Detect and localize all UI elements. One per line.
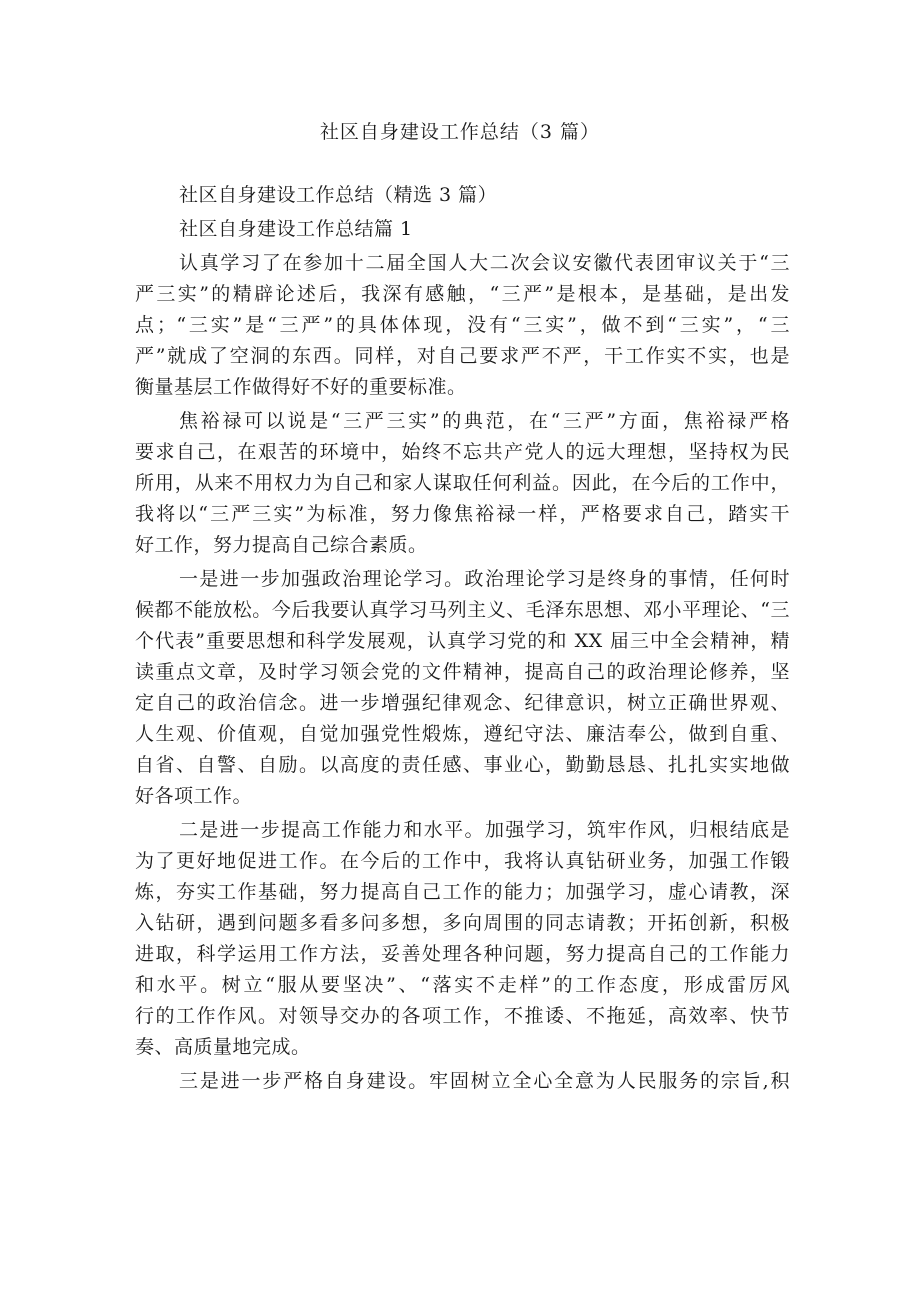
paragraph-line: 定自己的政治信念。进一步增强纪律观念、纪律意识，树立正确世界观、 bbox=[135, 692, 790, 714]
paragraph-line: 一是进一步加强政治理论学习。政治理论学习是终身的事情，任何时 bbox=[179, 568, 790, 590]
paragraph-line: 认真学习了在参加十二届全国人大二次会议安徽代表团审议关于“三 bbox=[179, 252, 790, 274]
paragraph-line: 好各项工作。 bbox=[135, 785, 253, 807]
paragraph bbox=[135, 564, 790, 812]
paragraph-line: 进取，科学运用工作方法，妥善处理各种问题，努力提高自己的工作能力 bbox=[135, 943, 790, 965]
paragraph-line: 衡量基层工作做得好不好的重要标准。 bbox=[135, 376, 467, 398]
paragraph-line: 候都不能放松。今后我要认真学习马列主义、毛泽东思想、邓小平理论、“三 bbox=[135, 599, 790, 621]
paragraph bbox=[135, 248, 790, 403]
paragraph-line: 入钻研，遇到问题多看多问多想，多向周围的同志请教；开拓创新，积极 bbox=[135, 912, 790, 934]
paragraph bbox=[135, 1066, 790, 1097]
paragraph-line: 二是进一步提高工作能力和水平。加强学习，筑牢作风，归根结底是 bbox=[179, 819, 790, 841]
paragraph-line: 人生观、价值观，自觉加强党性煅炼，遵纪守法、廉洁奉公，做到自重、 bbox=[135, 723, 790, 745]
document-title: 社区自身建设工作总结（3 篇） bbox=[319, 121, 601, 143]
section-heading: 社区自身建设工作总结篇 1 bbox=[179, 218, 413, 240]
paragraph-line: 好工作，努力提高自己综合素质。 bbox=[135, 534, 428, 556]
paragraph-line: 要求自己，在艰苦的环境中，始终不忘共产党人的远大理想，坚持权为民 bbox=[135, 441, 790, 463]
paragraph-line: 行的工作作风。对领导交办的各项工作，不推诿、不拖延，高效率、快节 bbox=[135, 1005, 790, 1027]
paragraph-line: 我将以“三严三实”为标准，努力像焦裕禄一样，严格要求自己，踏实干 bbox=[135, 503, 790, 525]
paragraph-line: 严”就成了空洞的东西。同样，对自己要求严不严，干工作实不实，也是 bbox=[135, 345, 790, 367]
paragraph-line: 读重点文章，及时学习领会党的文件精神，提高自己的政治理论修养，坚 bbox=[135, 661, 790, 683]
paragraph-line: 炼，夯实工作基础，努力提高自己工作的能力；加强学习，虚心请教，深 bbox=[135, 881, 790, 903]
document-subtitle: 社区自身建设工作总结（精选 3 篇） bbox=[179, 184, 498, 206]
paragraph-line: 奏、高质量地完成。 bbox=[135, 1036, 311, 1058]
paragraph-line: 个代表”重要思想和科学发展观，认真学习党的和 XX 届三中全会精神，精 bbox=[135, 630, 790, 652]
paragraph bbox=[135, 815, 790, 1063]
paragraph-line: 点；“三实”是“三严”的具体体现，没有“三实”，做不到“三实”，“三 bbox=[135, 314, 790, 336]
paragraph-line: 自省、自警、自励。以高度的责任感、事业心，勤勤恳恳、扎扎实实地做 bbox=[135, 754, 790, 776]
paragraph-list bbox=[135, 248, 790, 1097]
paragraph bbox=[135, 406, 790, 561]
paragraph-line: 三是进一步严格自身建设。牢固树立全心全意为人民服务的宗旨,积 bbox=[179, 1070, 790, 1092]
paragraph-line: 和水平。树立“服从要坚决”、“落实不走样”的工作态度，形成雷厉风 bbox=[135, 974, 790, 996]
paragraph-line: 严三实”的精辟论述后，我深有感触，“三严”是根本，是基础，是出发 bbox=[135, 283, 790, 305]
paragraph-line: 焦裕禄可以说是“三严三实”的典范，在“三严”方面，焦裕禄严格 bbox=[179, 410, 790, 432]
paragraph-line: 所用，从来不用权力为自己和家人谋取任何利益。因此，在今后的工作中， bbox=[135, 472, 790, 494]
document-body bbox=[135, 180, 790, 1100]
paragraph-line: 为了更好地促进工作。在今后的工作中，我将认真钻研业务，加强工作锻 bbox=[135, 850, 790, 872]
